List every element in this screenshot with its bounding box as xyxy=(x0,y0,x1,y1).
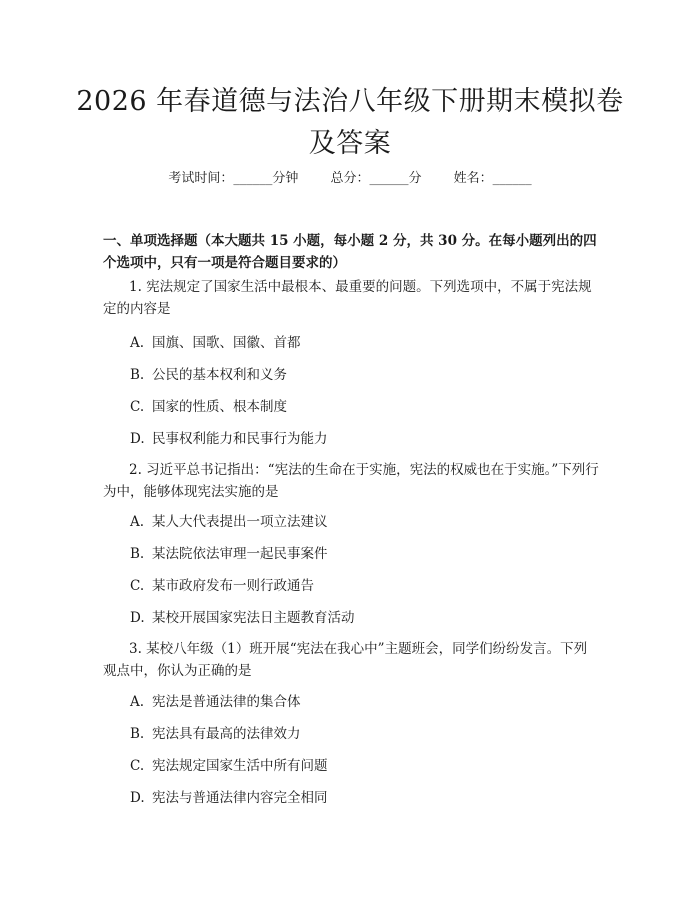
option-letter: C. xyxy=(130,578,145,594)
option-3c xyxy=(130,756,328,776)
option-letter: A. xyxy=(130,514,145,530)
option-letter: B. xyxy=(130,367,145,383)
option-1b xyxy=(130,365,287,385)
question-stem: 2. 习近平总书记指出：“宪法的生命在于实施，宪法的权威也在于实施。”下列行为中，能够体现宪法实施的是 xyxy=(103,462,599,500)
option-text: 民事权利能力和民事行为能力 xyxy=(152,431,328,447)
question-2 xyxy=(103,459,600,503)
option-3d xyxy=(130,788,328,808)
question-1 xyxy=(103,276,600,320)
option-text: 宪法具有最高的法律效力 xyxy=(152,726,301,742)
option-letter: B. xyxy=(130,546,145,562)
option-text: 某法院依法审理一起民事案件 xyxy=(152,546,328,562)
option-3a xyxy=(130,692,301,712)
option-1a xyxy=(130,333,301,353)
total-score-field: 总分：______分 xyxy=(330,171,422,186)
option-letter: C. xyxy=(130,758,145,774)
option-letter: D. xyxy=(130,790,145,806)
title-line-2: 及答案 xyxy=(308,128,392,159)
option-2b xyxy=(130,544,328,564)
option-text: 某校开展国家宪法日主题教育活动 xyxy=(152,610,355,626)
option-1d xyxy=(130,429,328,449)
question-stem: 1. 宪法规定了国家生活中最根本、最重要的问题。下列选项中，不属于宪法规定的内容是 xyxy=(103,279,592,317)
option-text: 宪法规定国家生活中所有问题 xyxy=(152,758,328,774)
option-text: 某市政府发布一则行政通告 xyxy=(152,578,314,594)
exam-meta-row xyxy=(0,170,700,188)
option-3b xyxy=(130,724,301,744)
option-2a xyxy=(130,512,328,532)
option-letter: D. xyxy=(130,431,145,447)
option-text: 国家的性质、根本制度 xyxy=(152,399,287,415)
title-line-1: 2026 年春道德与法治八年级下册期末模拟卷 xyxy=(76,86,624,117)
option-1c xyxy=(130,397,287,417)
student-name-field: 姓名：______ xyxy=(453,171,532,186)
option-letter: A. xyxy=(130,694,145,710)
document-title xyxy=(60,84,640,162)
option-letter: A. xyxy=(130,335,145,351)
option-2c xyxy=(130,576,314,596)
option-text: 宪法与普通法律内容完全相同 xyxy=(152,790,328,806)
exam-time-field: 考试时间：______分钟 xyxy=(168,171,299,186)
question-3 xyxy=(103,638,600,682)
option-text: 宪法是普通法律的集合体 xyxy=(152,694,301,710)
option-letter: D. xyxy=(130,610,145,626)
option-text: 公民的基本权利和义务 xyxy=(152,367,287,383)
option-2d xyxy=(130,608,355,628)
option-text: 国旗、国歌、国徽、首都 xyxy=(152,335,301,351)
option-letter: B. xyxy=(130,726,145,742)
section-heading: 一、单项选择题（本大题共 15 小题，每小题 2 分，共 30 分。在每小题列出的四个选项中，只有一项是符合题目要求的） xyxy=(103,233,597,271)
question-stem: 3. 某校八年级（1）班开展“宪法在我心中”主题班会，同学们纷纷发言。下列观点中，你认为正确的是 xyxy=(103,641,588,679)
option-text: 某人大代表提出一项立法建议 xyxy=(152,514,328,530)
option-letter: C. xyxy=(130,399,145,415)
